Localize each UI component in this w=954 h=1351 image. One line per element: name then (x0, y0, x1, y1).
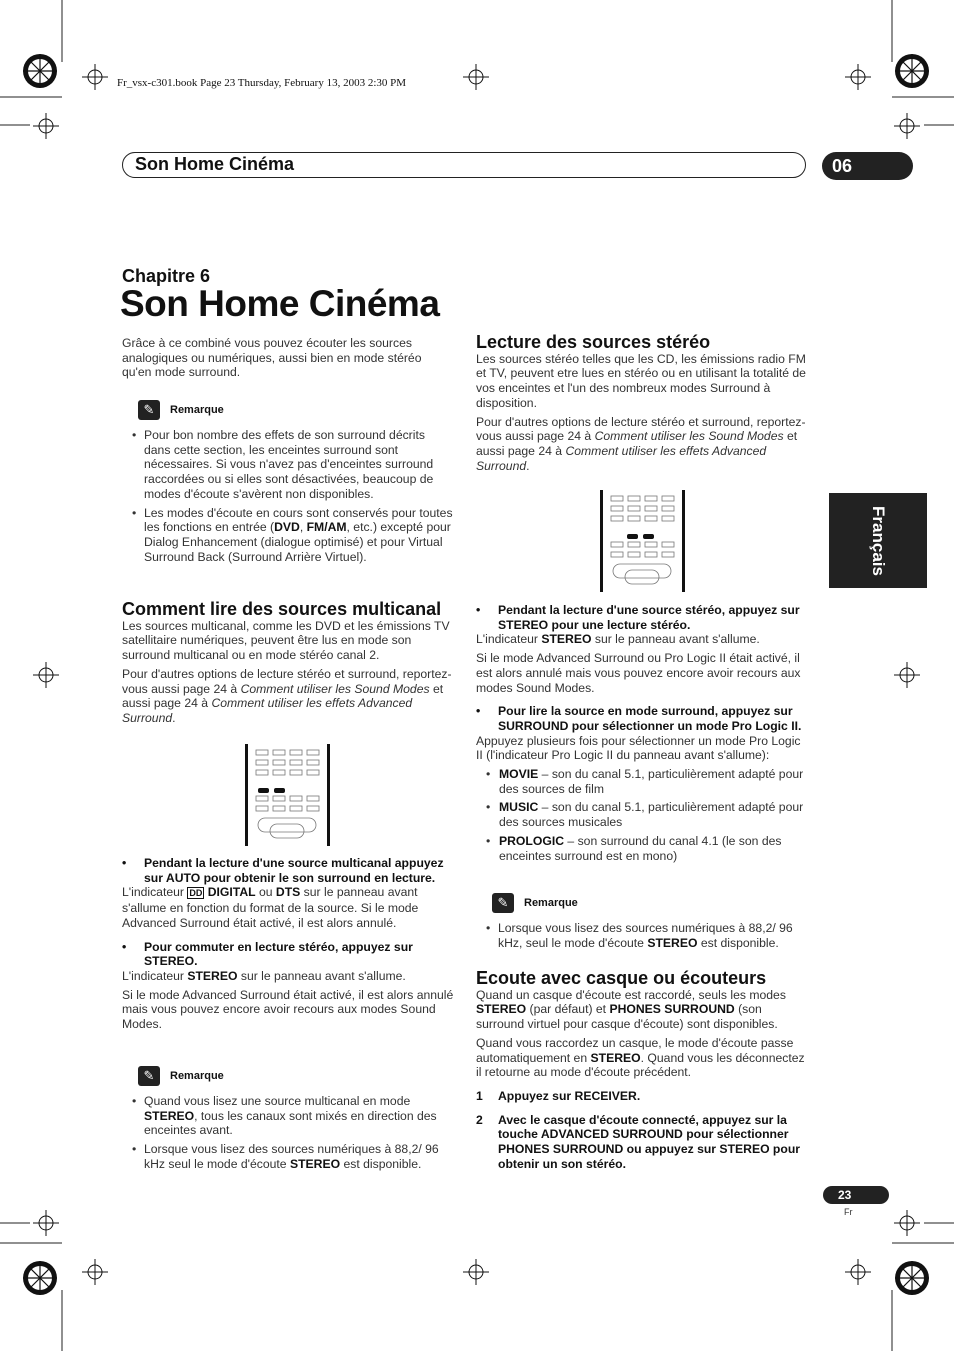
list-item: • Pour bon nombre des effets de son surround décrits dans cette section, les enceintes surround sont nécessaires. Si vous n'avez pas d'enceintes surround raccordées ou si elles sont désactivées, beaucoup de modes d'écoute s'avèrent non disponibles. (122, 428, 454, 502)
section-heading: Ecoute avec casque ou écouteurs (476, 968, 767, 988)
step-1: 1 Appuyez sur RECEIVER. (476, 1088, 641, 1103)
list-item: • Les modes d'écoute en cours sont conservés pour toutes les fonctions en entrée (DVD, FM/AM, etc.) excepté pour Dialog Enhancement (dialogue optimisé) et pour Virtual Surround Back (Surround Arrière Virtuel). (122, 506, 454, 565)
page-language: Fr (844, 1207, 853, 1217)
note-list (476, 921, 808, 950)
stereo-section: Lecture des sources stéréo Les sources stéréo telles que les CD, les émissions radio FM et TV, peuvent etre lues en stéréo ou en utilisant la totalité de vos enceintes et l'un des nombreux modes Surround à disposition. Pour d'autres options de lecture stéréo et surround, reportez-vous aussi page 24 à Comment utiliser les Sound Modes et aussi page 24 à Comment utiliser les effets Advanced Surround. (476, 335, 808, 477)
pencil-note-icon: ✎ (492, 893, 514, 913)
step-2: 2 Avec le casque d'écoute connecté, appuyez sur la touche ADVANCED SURROUND pour sélectionner PHONES SURROUND ou appuyez sur STEREO pour obtenir un son stéréo. (476, 1112, 801, 1171)
pro-logic-modes-list (476, 767, 808, 863)
multichannel-steps: • Pendant la lecture d'une source multicanal appuyez sur AUTO pour obtenir le son surround en lecture. L'indicateur DD DIGITAL ou DTS sur le panneau avant s'allume en fonction du format de la source. Si le mode Advanced Surround était activé, il est alors annulé. • Pour commuter en lecture stéréo, appuyez sur STEREO. L'indicateur STEREO sur le panneau avant s'allume. Si le mode Advanced Surround était activé, il est alors annulé mais vous pouvez encore avoir recours aux modes Sound Modes. (122, 856, 454, 1032)
list-item: • Lorsque vous lisez des sources numériques à 88,2/ 96 kHz seul le mode d'écoute STEREO est disponible. (122, 1142, 454, 1171)
step-surround: • Pour lire la source en mode surround, appuyez sur SURROUND pour sélectionner un mode Pro Logic II. (476, 704, 802, 733)
language-side-tab (829, 493, 927, 588)
stereo-steps: • Pendant la lecture d'une source stéréo, appuyez sur STEREO pour une lecture stéréo. L'indicateur STEREO sur le panneau avant s'allume. Si le mode Advanced Surround ou Pro Logic II était activé, il est alors annulé mais vous pouvez encore avoir recours aux modes Sound Modes. • Pour lire la source en mode surround, appuyez sur SURROUND pour sélectionner un mode Pro Logic II. Appuyez plusieurs fois pour sélectionner un mode Pro Logic II (l'indicateur Pro Logic II du panneau avant s'allume): • MOVIE – son du canal 5.1, particulièrement adapté pour des sources de film • MUSIC – son du canal 5.1, particulièrement adapté pour des sources musicales • PROLOGIC – son surround du canal 4.1 (le son des enceintes surround est en mono) (476, 603, 808, 867)
header-section-title: Son Home Cinéma (135, 154, 295, 174)
language-label: Français (869, 505, 888, 576)
note-block-2 (122, 1066, 454, 1176)
note-header: ✎ Remarque (138, 400, 454, 420)
chapter-number-tab: 06 (822, 152, 913, 180)
list-item: • Lorsque vous lisez des sources numériques à 88,2/ 96 kHz, seul le mode d'écoute STEREO est disponible. (476, 921, 808, 950)
pencil-note-icon: ✎ (138, 400, 160, 420)
note-block-3 (476, 893, 808, 954)
page-number: 23 (823, 1186, 889, 1204)
step-stereo: • Pendant la lecture d'une source stéréo, appuyez sur STEREO pour une lecture stéréo. (476, 603, 800, 632)
section-heading: Lecture des sources stéréo (476, 332, 711, 352)
list-item: • PROLOGIC – son surround du canal 4.1 (le son des enceintes surround est en mono) (476, 834, 808, 863)
remote-control-illustration (244, 744, 331, 846)
step-stereo: • Pour commuter en lecture stéréo, appuyez sur STEREO. (122, 939, 413, 969)
chapter-label: Chapitre 6 (122, 266, 211, 286)
list-item: • MOVIE – son du canal 5.1, particulièrement adapté pour des sources de film (476, 767, 808, 796)
note-list (122, 1094, 454, 1172)
section-heading: Comment lire des sources multicanal (122, 599, 442, 619)
remote-control-illustration (599, 490, 686, 592)
intro-paragraph: Grâce à ce combiné vous pouvez écouter les sources analogiques ou numériques, aussi bien en mode stéréo qu'en mode surround. (122, 336, 422, 380)
note-list (122, 428, 454, 564)
print-info: Fr_vsx-c301.book Page 23 Thursday, February 13, 2003 2:30 PM (117, 77, 407, 89)
list-item: • Quand vous lisez une source multicanal en mode STEREO, tous les canaux sont mixés en direction des enceintes avant. (122, 1094, 454, 1138)
pencil-note-icon: ✎ (138, 1066, 160, 1086)
dolby-digital-icon: DD (189, 888, 203, 899)
note-header: ✎ Remarque (492, 893, 808, 913)
page-title: Son Home Cinéma (120, 283, 440, 324)
list-item: • MUSIC – son du canal 5.1, particulièrement adapté pour des sources musicales (476, 800, 808, 829)
multichannel-section: Comment lire des sources multicanal Les sources multicanal, comme les DVD et les émissions TV satellitaire numériques, peuvent être lus en mode son surround multicanal ou en mode stéréo canal 2. Pour d'autres options de lecture stéréo et surround, reportez-vous aussi page 24 à Comment utiliser les Sound Modes et aussi page 24 à Comment utiliser les effets Advanced Surround. (122, 602, 456, 730)
headphones-section: Ecoute avec casque ou écouteurs Quand un casque d'écoute est raccordé, seuls les modes STEREO (par défaut) et PHONES SURROUND (son surround virtuel pour casque d'écoute) sont disponibles. Quand vous raccordez un casque, le mode d'écoute passe automatiquement en STEREO. Quand vous les déconnectez il retourne au mode d'écoute précédent. 1 Appuyez sur RECEIVER. 2 Avec le casque d'écoute connecté, appuyez sur la touche ADVANCED SURROUND pour sélectionner PHONES SURROUND ou appuyez sur STEREO pour obtenir un son stéréo. (476, 971, 808, 1175)
note-block-1 (122, 400, 454, 568)
step-auto: • Pendant la lecture d'une source multicanal appuyez sur AUTO pour obtenir le son surround en lecture. (122, 856, 444, 885)
note-header: ✎ Remarque (138, 1066, 454, 1086)
